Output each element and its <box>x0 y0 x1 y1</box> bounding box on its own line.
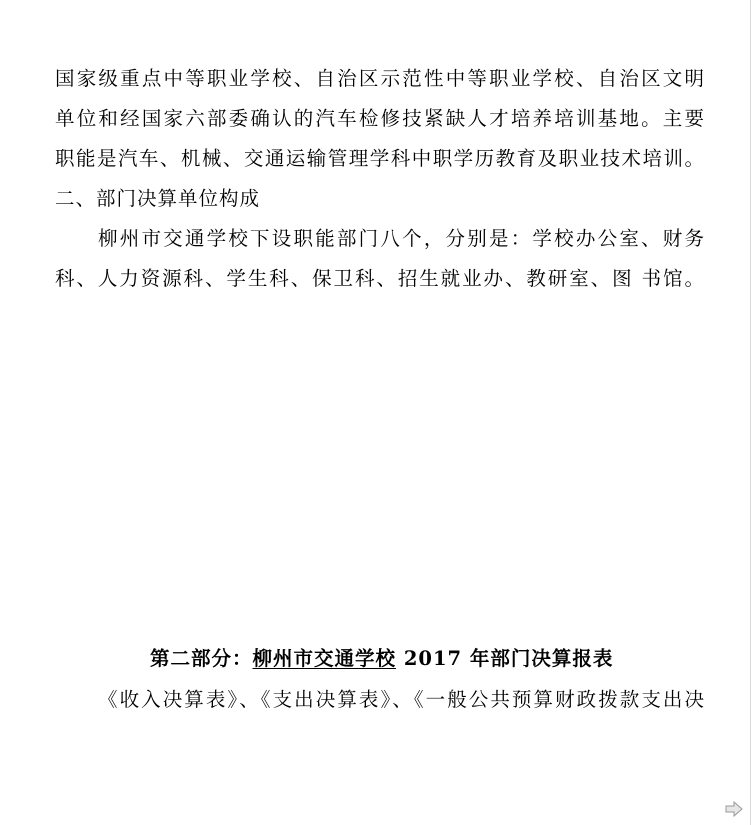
paragraph-line-5: 柳州市交通学校下设职能部门八个，分别是：学校办公室、财务 <box>98 227 705 250</box>
part-title-suffix: 2017 年部门决算报表 <box>396 647 614 670</box>
report-list-line: 《收入决算表》、《支出决算表》、《一般公共预算财政拨款支出决 <box>98 688 705 711</box>
part-title-prefix: 第二部分： <box>150 647 253 670</box>
section-heading-unit-composition: 二、部门决算单位构成 <box>55 187 261 210</box>
paragraph-line-1: 国家级重点中等职业学校、自治区示范性中等职业学校、自治区文明 <box>55 67 705 90</box>
part-title-org: 柳州市交通学校 <box>252 647 397 670</box>
paragraph-line-3: 职能是汽车、机械、交通运输管理学科中职学历教育及职业技术培训。 <box>55 147 705 170</box>
paragraph-line-2: 单位和经国家六部委确认的汽车检修技紧缺人才培养培训基地。主要 <box>55 107 705 130</box>
arrow-right-icon[interactable] <box>724 800 744 818</box>
part-two-title <box>150 647 670 671</box>
page-edge-divider <box>750 0 751 825</box>
paragraph-line-6: 科、人力资源科、学生科、保卫科、招生就业办、教研室、图 书馆。 <box>55 267 705 290</box>
